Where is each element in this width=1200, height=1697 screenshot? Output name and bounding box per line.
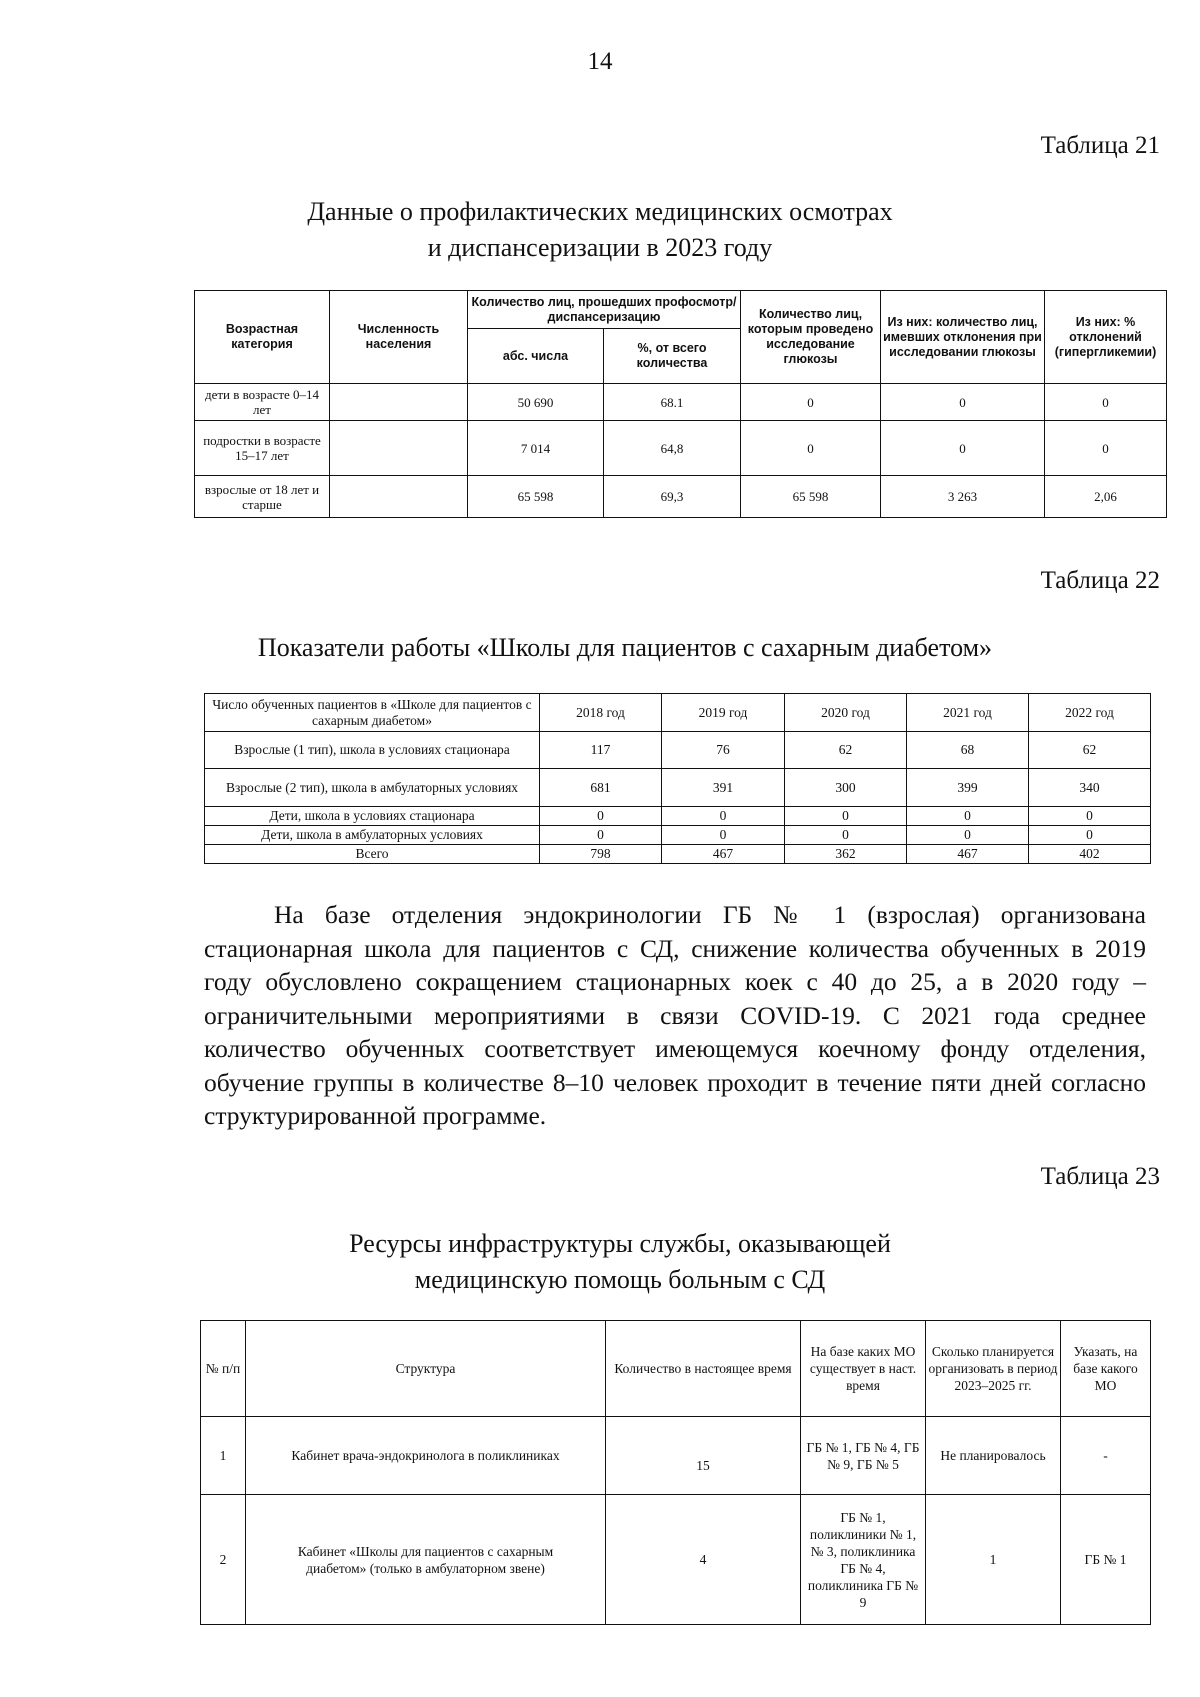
cell-category: Всего — [205, 845, 540, 864]
table-row — [195, 421, 1167, 476]
page-number: 14 — [587, 48, 613, 75]
cell-category: Дети, школа в амбулаторных условиях — [205, 826, 540, 845]
table-header-row — [201, 1321, 1151, 1417]
cell-value: 402 — [1029, 845, 1151, 864]
cell-value: 62 — [1029, 732, 1151, 769]
table-row — [205, 732, 1151, 769]
table-row — [205, 769, 1151, 807]
cell-structure: Кабинет врача-эндокринолога в поликлиниках — [246, 1417, 606, 1495]
cell-planned: Не планировалось — [926, 1417, 1061, 1495]
table21-title — [0, 194, 1200, 266]
cell-population — [330, 384, 468, 421]
cell-value: 0 — [540, 807, 662, 826]
cell-abs: 65 598 — [468, 476, 604, 518]
table21-title-line1: Данные о профилактических медицинских осмотрах — [307, 197, 893, 226]
th-deviations: Из них: количество лиц, имевших отклонения при исследовании глюкозы — [881, 291, 1045, 384]
cell-value: 0 — [785, 807, 907, 826]
cell-value: 300 — [785, 769, 907, 807]
cell-value: 68 — [907, 732, 1029, 769]
th-year: 2022 год — [1029, 694, 1151, 732]
cell-value: 340 — [1029, 769, 1151, 807]
cell-value: 76 — [662, 732, 785, 769]
th-year: 2021 год — [907, 694, 1029, 732]
cell-value: 362 — [785, 845, 907, 864]
cell-mo-base: ГБ № 1, поликлиники № 1, № 3, поликлиника ГБ № 4, поликлиника ГБ № 9 — [801, 1495, 926, 1625]
th-abs: абс. числа — [468, 329, 604, 384]
table23-title-line2: медицинскую помощь больным с СД — [414, 1265, 826, 1294]
th-mo-base: На базе каких МО существует в наст. время — [801, 1321, 926, 1417]
cell-pct: 68.1 — [604, 384, 741, 421]
table22 — [204, 693, 1151, 864]
cell-value: 0 — [1029, 807, 1151, 826]
cell-value: 0 — [907, 826, 1029, 845]
cell-value: 62 — [785, 732, 907, 769]
cell-pct-dev: 0 — [1045, 384, 1167, 421]
table-row — [201, 1495, 1151, 1625]
cell-dev: 3 263 — [881, 476, 1045, 518]
table23 — [200, 1320, 1151, 1625]
cell-pct: 69,3 — [604, 476, 741, 518]
cell-value: 0 — [540, 826, 662, 845]
table23-title-line1: Ресурсы инфраструктуры службы, оказывающей — [349, 1229, 891, 1258]
cell-number: 1 — [201, 1417, 246, 1495]
cell-number: 2 — [201, 1495, 246, 1625]
th-count: Количество в настоящее время — [606, 1321, 801, 1417]
th-pct-dev: Из них: % отклонений (гипергликемии) — [1045, 291, 1167, 384]
cell-age: дети в возрасте 0–14 лет — [195, 384, 330, 421]
cell-structure: Кабинет «Школы для пациентов с сахарным диабетом» (только в амбулаторном звене) — [246, 1495, 606, 1625]
cell-value: 117 — [540, 732, 662, 769]
table-row — [201, 1417, 1151, 1495]
cell-value: 798 — [540, 845, 662, 864]
cell-glucose: 65 598 — [741, 476, 881, 518]
cell-age: взрослые от 18 лет и старше — [195, 476, 330, 518]
table23-title — [0, 1226, 1200, 1298]
cell-which-mo: ГБ № 1 — [1061, 1495, 1151, 1625]
th-year: 2020 год — [785, 694, 907, 732]
th-planned: Сколько планируется организовать в период 2023–2025 гг. — [926, 1321, 1061, 1417]
cell-category: Взрослые (2 тип), школа в амбулаторных условиях — [205, 769, 540, 807]
cell-value: 399 — [907, 769, 1029, 807]
cell-planned: 1 — [926, 1495, 1061, 1625]
th-trained: Число обученных пациентов в «Школе для пациентов с сахарным диабетом» — [205, 694, 540, 732]
cell-glucose: 0 — [741, 421, 881, 476]
paragraph-text: На базе отделения эндокринологии ГБ № 1 (взрослая) организована стационарная школа для пациентов с СД, снижение количества обученных в 2019 году обусловлено сокращением стационарных коек с 40 до 25, а в 2020 году – ограничительными мероприятиями в связи COVID-19. С 2021 года среднее количество обученных соответствует имеющемуся коечному фонду отделения, обучение группы в количестве 8–10 человек проходит в течение пяти дней согласно структурированной программе. — [204, 900, 1146, 1130]
th-glucose: Количество лиц, которым проведено исследование глюкозы — [741, 291, 881, 384]
cell-category: Дети, школа в условиях стационара — [205, 807, 540, 826]
cell-pct-dev: 2,06 — [1045, 476, 1167, 518]
table21-title-line2: и диспансеризации в 2023 году — [427, 233, 773, 262]
table-row — [195, 384, 1167, 421]
cell-value: 0 — [785, 826, 907, 845]
cell-value: 391 — [662, 769, 785, 807]
cell-category: Взрослые (1 тип), школа в условиях стационара — [205, 732, 540, 769]
cell-population — [330, 421, 468, 476]
cell-age: подростки в возрасте 15–17 лет — [195, 421, 330, 476]
th-year: 2018 год — [540, 694, 662, 732]
th-age: Возрастная категория — [195, 291, 330, 384]
cell-abs: 50 690 — [468, 384, 604, 421]
cell-glucose: 0 — [741, 384, 881, 421]
cell-count: 4 — [606, 1495, 801, 1625]
body-paragraph — [204, 898, 1146, 1133]
th-which-mo: Указать, на базе какого МО — [1061, 1321, 1151, 1417]
cell-value: 467 — [907, 845, 1029, 864]
th-pct: %, от всего количества — [604, 329, 741, 384]
cell-value: 0 — [662, 826, 785, 845]
table22-title: Показатели работы «Школы для пациентов с сахарным диабетом» — [257, 633, 993, 662]
cell-pct-dev: 0 — [1045, 421, 1167, 476]
th-year: 2019 год — [662, 694, 785, 732]
th-passed: Количество лиц, прошедших профосмотр/диспансеризацию — [468, 291, 741, 329]
cell-value: 0 — [907, 807, 1029, 826]
table-row — [205, 807, 1151, 826]
cell-value: 0 — [662, 807, 785, 826]
cell-dev: 0 — [881, 421, 1045, 476]
th-structure: Структура — [246, 1321, 606, 1417]
table21 — [194, 290, 1167, 518]
cell-mo-base: ГБ № 1, ГБ № 4, ГБ № 9, ГБ № 5 — [801, 1417, 926, 1495]
table22-label: Таблица 22 — [1040, 567, 1160, 594]
cell-population — [330, 476, 468, 518]
th-population: Численность населения — [330, 291, 468, 384]
table-header-row — [205, 694, 1151, 732]
table21-label: Таблица 21 — [1040, 132, 1160, 159]
th-number: № п/п — [201, 1321, 246, 1417]
cell-dev: 0 — [881, 384, 1045, 421]
cell-value: 681 — [540, 769, 662, 807]
cell-count: 15 — [606, 1417, 801, 1495]
cell-value: 0 — [1029, 826, 1151, 845]
table23-label: Таблица 23 — [1040, 1163, 1160, 1190]
cell-value: 467 — [662, 845, 785, 864]
table-row — [205, 845, 1151, 864]
cell-abs: 7 014 — [468, 421, 604, 476]
table-row — [195, 476, 1167, 518]
cell-pct: 64,8 — [604, 421, 741, 476]
cell-which-mo: - — [1061, 1417, 1151, 1495]
table-row — [205, 826, 1151, 845]
